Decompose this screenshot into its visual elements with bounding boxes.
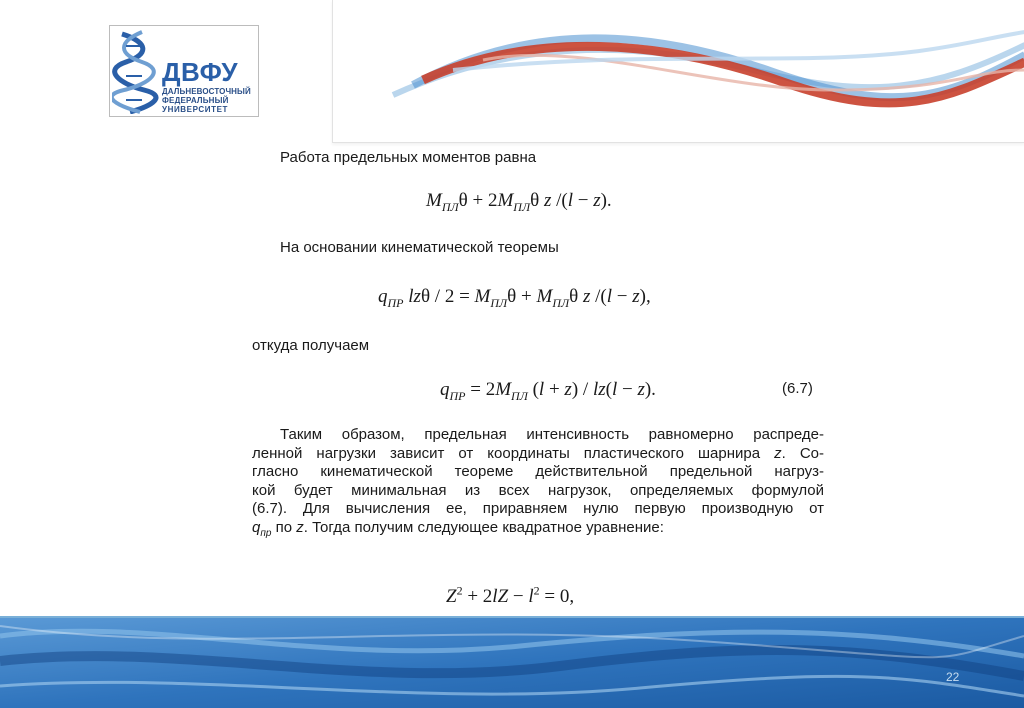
formula-text: /( bbox=[551, 190, 568, 211]
formula-symbol: M bbox=[536, 286, 553, 307]
formula-moment-work bbox=[426, 189, 612, 213]
formula-text: / 2 = bbox=[430, 286, 475, 307]
formula-symbol: θ bbox=[420, 286, 431, 307]
formula-text: − bbox=[612, 286, 633, 307]
formula-subscript: ПЛ bbox=[511, 388, 528, 403]
formula-symbol: θ bbox=[530, 190, 540, 211]
paragraph-text: ленной нагрузки зависит от координаты пластического шарнира bbox=[252, 444, 775, 462]
formula-symbol: z bbox=[578, 286, 591, 307]
formula-text: ( bbox=[605, 379, 612, 400]
formula-symbol: l bbox=[528, 586, 534, 607]
formula-symbol: M bbox=[497, 190, 514, 211]
formula-symbol: z bbox=[637, 379, 645, 400]
header-wave-graphic bbox=[333, 0, 1024, 142]
formula-symbol: l bbox=[538, 379, 545, 400]
formula-6-7 bbox=[440, 378, 656, 402]
footer-wave-graphic bbox=[0, 616, 1024, 708]
equation-number: (6.7) bbox=[782, 380, 813, 397]
paragraph-line bbox=[252, 445, 824, 464]
formula-kinematic-theorem bbox=[378, 285, 651, 309]
formula-symbol: M bbox=[495, 379, 512, 400]
formula-text: − bbox=[508, 586, 529, 607]
formula-symbol: z bbox=[632, 286, 640, 307]
formula-subscript: ПЛ bbox=[552, 295, 570, 310]
page-number: 22 bbox=[946, 670, 960, 684]
paragraph-line: гласно кинематической теореме действительной предельной нагруз- bbox=[252, 463, 824, 481]
formula-subscript: ПЛ bbox=[490, 295, 508, 310]
paragraph-line: кой будет минимальная из всех нагрузок, определяемых формулой bbox=[252, 481, 824, 499]
formula-exponent: 2 bbox=[533, 583, 540, 598]
formula-symbol: θ bbox=[569, 286, 579, 307]
formula-subscript: ПР bbox=[449, 388, 466, 403]
header-strip bbox=[332, 0, 1024, 143]
formula-symbol: θ bbox=[507, 286, 517, 307]
formula-symbol: M bbox=[426, 190, 442, 211]
formula-symbol: l bbox=[611, 379, 618, 400]
paragraph-subscript: пр bbox=[260, 527, 272, 539]
logo-title: ДВФУ bbox=[162, 57, 239, 87]
formula-text: = 0, bbox=[539, 586, 575, 607]
formula-text: ( bbox=[527, 379, 539, 400]
formula-symbol: z bbox=[539, 190, 552, 211]
body-paragraph bbox=[252, 426, 824, 538]
formula-symbol: θ bbox=[458, 190, 468, 211]
formula-text: /( bbox=[590, 286, 607, 307]
logo-subtitle-line: УНИВЕРСИТЕТ bbox=[162, 105, 228, 114]
formula-text: ) / bbox=[571, 379, 593, 400]
paragraph-line: Таким образом, предельная интенсивность равномерно распреде- bbox=[280, 426, 824, 443]
university-logo bbox=[109, 25, 259, 117]
formula-symbol: l bbox=[606, 286, 613, 307]
formula-text: − bbox=[572, 190, 594, 211]
formula-symbol: lZ bbox=[492, 586, 509, 607]
paragraph-text: . Со- bbox=[781, 444, 824, 462]
formula-text: ). bbox=[600, 190, 612, 211]
helix-logo-icon bbox=[112, 28, 160, 114]
formula-text: + bbox=[544, 379, 565, 400]
formula-text: + 2 bbox=[467, 190, 498, 211]
formula-text: ), bbox=[639, 286, 651, 307]
paragraph-line bbox=[252, 519, 824, 538]
formula-text: = 2 bbox=[465, 379, 496, 400]
formula-symbol: lz bbox=[592, 379, 606, 400]
text-line: откуда получаем bbox=[252, 337, 370, 354]
formula-subscript: ПР bbox=[387, 295, 404, 310]
formula-subscript: ПЛ bbox=[441, 199, 459, 214]
paragraph-variable: z bbox=[774, 444, 782, 462]
logo-subtitle-line: ФЕДЕРАЛЬНЫЙ bbox=[162, 96, 229, 105]
paragraph-line: (6.7). Для вычисления ее, приравняем нулю первую производную от bbox=[252, 500, 824, 518]
formula-text: + bbox=[516, 286, 537, 307]
paragraph-text: . Тогда получим следующее квадратное уравнение: bbox=[303, 518, 664, 536]
paragraph-text: по bbox=[271, 518, 297, 536]
formula-text: ). bbox=[644, 379, 656, 400]
formula-text: + 2 bbox=[462, 586, 493, 607]
text-line: На основании кинематической теоремы bbox=[280, 239, 559, 256]
formula-symbol: q bbox=[378, 286, 388, 307]
formula-subscript: ПЛ bbox=[513, 199, 531, 214]
text-line: Работа предельных моментов равна bbox=[280, 149, 537, 166]
formula-symbol: q bbox=[440, 379, 450, 400]
paragraph-variable: q bbox=[252, 518, 261, 536]
formula-symbol: lz bbox=[403, 286, 421, 307]
formula-symbol: z bbox=[593, 190, 601, 211]
formula-symbol: l bbox=[567, 190, 573, 211]
paragraph-variable: z bbox=[296, 518, 304, 536]
formula-quadratic bbox=[446, 585, 574, 609]
logo-subtitle-line: ДАЛЬНЕВОСТОЧНЫЙ bbox=[162, 87, 251, 96]
formula-symbol: Z bbox=[446, 586, 457, 607]
formula-symbol: M bbox=[474, 286, 491, 307]
footer-divider bbox=[0, 616, 1024, 618]
formula-text: − bbox=[617, 379, 638, 400]
formula-exponent: 2 bbox=[456, 583, 463, 598]
formula-symbol: z bbox=[564, 379, 572, 400]
